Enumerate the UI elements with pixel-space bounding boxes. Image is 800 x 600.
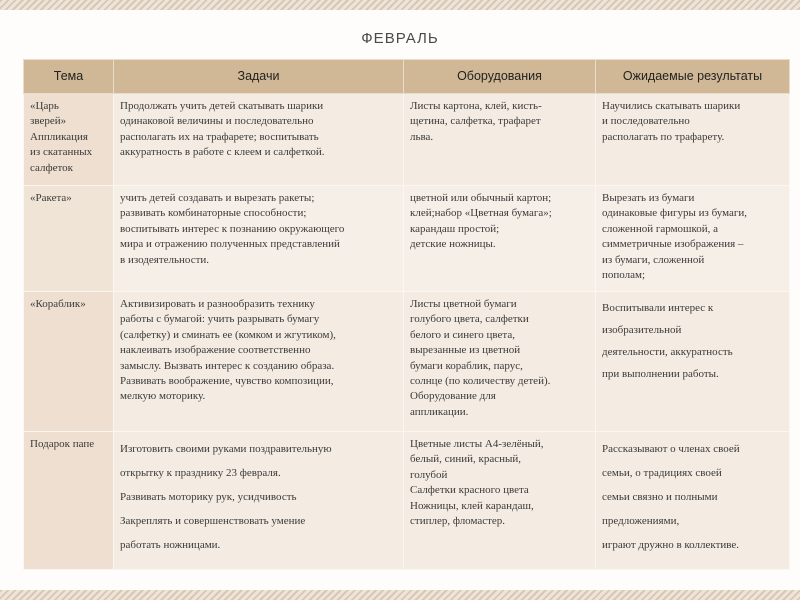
results-cell — [596, 432, 790, 570]
cell-line: Развивать воображение, чувство композиции, — [120, 374, 334, 387]
cell-line: (салфетку) и сминать ее (комком и жгутиком), — [120, 328, 336, 341]
cell-line: семьи, о традициях своей — [602, 467, 722, 479]
cell-line: деятельности, аккуратность — [602, 346, 733, 358]
cell-line: Воспитывали интерес к — [602, 302, 714, 314]
cell-line: Рассказывают о членах своей — [602, 443, 740, 455]
cell-line: «Ракета» — [30, 192, 72, 204]
cell-line: открытку к празднику 23 февраля. — [120, 467, 281, 479]
cell-line: воспитывать интерес к познанию окружающего — [120, 222, 345, 235]
cell-line: клей;набор «Цветная бумага»; — [410, 207, 552, 220]
cell-line: «Кораблик» — [30, 298, 86, 310]
cell-line: пополам; — [602, 268, 646, 281]
cell-line: вырезанные из цветной — [410, 344, 521, 357]
top-decorative-stripe — [0, 0, 800, 10]
cell-line: бумаги кораблик, парус, — [410, 359, 523, 372]
cell-line: белый, синий, красный, — [410, 453, 522, 466]
table-row — [24, 432, 790, 570]
cell-line: щетина, салфетка, трафарет — [410, 115, 541, 128]
cell-line: карандаш простой; — [410, 222, 500, 235]
cell-line: льва. — [410, 130, 434, 143]
cell-line: одинаковые фигуры из бумаги, — [602, 207, 748, 220]
cell-line: Листы цветной бумаги — [410, 298, 517, 310]
cell-line: располагать по трафарету. — [602, 130, 725, 143]
table-row — [24, 292, 790, 432]
results-cell — [596, 292, 790, 432]
topic-cell — [24, 432, 114, 570]
cell-line: семьи связно и полными — [602, 491, 718, 503]
equipment-cell — [404, 292, 596, 432]
cell-line: Развивать моторику рук, усидчивость — [120, 491, 297, 503]
cell-line: Листы картона, клей, кисть- — [410, 100, 542, 112]
cell-line: Вырезать из бумаги — [602, 192, 695, 204]
tasks-cell — [114, 94, 404, 186]
cell-line: одинаковой величины и последовательно — [120, 115, 314, 128]
cell-line: Ножницы, клей карандаш, — [410, 499, 534, 512]
results-cell — [596, 186, 790, 292]
cell-line: играют дружно в коллективе. — [602, 539, 740, 551]
cell-line: учить детей создавать и вырезать ракеты; — [120, 192, 315, 204]
page-title: ФЕВРАЛЬ — [361, 30, 439, 47]
cell-line: располагать их на трафарете; воспитывать — [120, 130, 319, 143]
cell-line: Аппликация — [30, 130, 88, 143]
cell-line: Цветные листы А4-зелёный, — [410, 438, 544, 450]
cell-line: белого и синего цвета, — [410, 328, 515, 341]
cell-line: Подарок папе — [30, 438, 95, 450]
bottom-decorative-stripe — [0, 590, 800, 600]
cell-line: мелкую моторику. — [120, 390, 206, 403]
lesson-plan-table — [23, 59, 790, 570]
equipment-cell — [404, 432, 596, 570]
cell-line: из скатанных — [30, 146, 93, 159]
cell-line: зверей» — [30, 115, 67, 128]
cell-line: работы с бумагой: учить разрывать бумагу — [120, 313, 320, 326]
cell-line: солнце (по количеству детей). — [410, 374, 551, 387]
cell-line: Оборудование для — [410, 390, 496, 403]
cell-line: и последовательно — [602, 115, 690, 128]
cell-line: изобразительной — [602, 324, 682, 336]
cell-line: работать ножницами. — [120, 539, 221, 551]
cell-line: Активизировать и разнообразить технику — [120, 298, 315, 310]
table-row — [24, 186, 790, 292]
cell-line: из бумаги, сложенной — [602, 253, 705, 266]
cell-line: Закреплять и совершенствовать умение — [120, 515, 306, 527]
cell-line: Продолжать учить детей скатывать шарики — [120, 100, 324, 112]
cell-line: Изготовить своими руками поздравительную — [120, 443, 332, 455]
cell-line: замыслу. Вызвать интерес к созданию образа. — [120, 359, 335, 372]
cell-line: симметричные изображения – — [602, 238, 744, 251]
topic-cell — [24, 94, 114, 186]
table-row — [24, 94, 790, 186]
cell-line: аккуратность в работе с клеем и салфеткой. — [120, 146, 325, 159]
cell-line: стиплер, фломастер. — [410, 514, 506, 527]
cell-line: детские ножницы. — [410, 238, 496, 251]
header-results: Ожидаемые результаты — [596, 60, 790, 94]
cell-line: голубой — [410, 468, 448, 481]
tasks-cell — [114, 432, 404, 570]
cell-line: наклеивать изображение соответственно — [120, 344, 311, 357]
results-cell — [596, 94, 790, 186]
cell-line: при выполнении работы. — [602, 368, 719, 380]
header-tasks: Задачи — [114, 60, 404, 94]
tasks-cell — [114, 186, 404, 292]
cell-line: сложенной гармошкой, а — [602, 222, 719, 235]
cell-line: мира и отражению полученных представлений — [120, 238, 340, 251]
cell-line: предложениями, — [602, 515, 680, 527]
table-header-row — [24, 60, 790, 94]
header-equipment: Оборудования — [404, 60, 596, 94]
cell-line: развивать комбинаторные способности; — [120, 207, 307, 220]
equipment-cell — [404, 94, 596, 186]
cell-line: Салфетки красного цвета — [410, 484, 529, 497]
cell-line: аппликации. — [410, 405, 469, 418]
topic-cell — [24, 292, 114, 432]
header-topic: Тема — [24, 60, 114, 94]
equipment-cell — [404, 186, 596, 292]
cell-line: «Царь — [30, 100, 59, 112]
cell-line: цветной или обычный картон; — [410, 192, 552, 204]
cell-line: салфеток — [30, 161, 74, 174]
topic-cell — [24, 186, 114, 292]
cell-line: в изодеятельности. — [120, 253, 210, 266]
tasks-cell — [114, 292, 404, 432]
cell-line: голубого цвета, салфетки — [410, 313, 529, 326]
cell-line: Научились скатывать шарики — [602, 100, 741, 112]
